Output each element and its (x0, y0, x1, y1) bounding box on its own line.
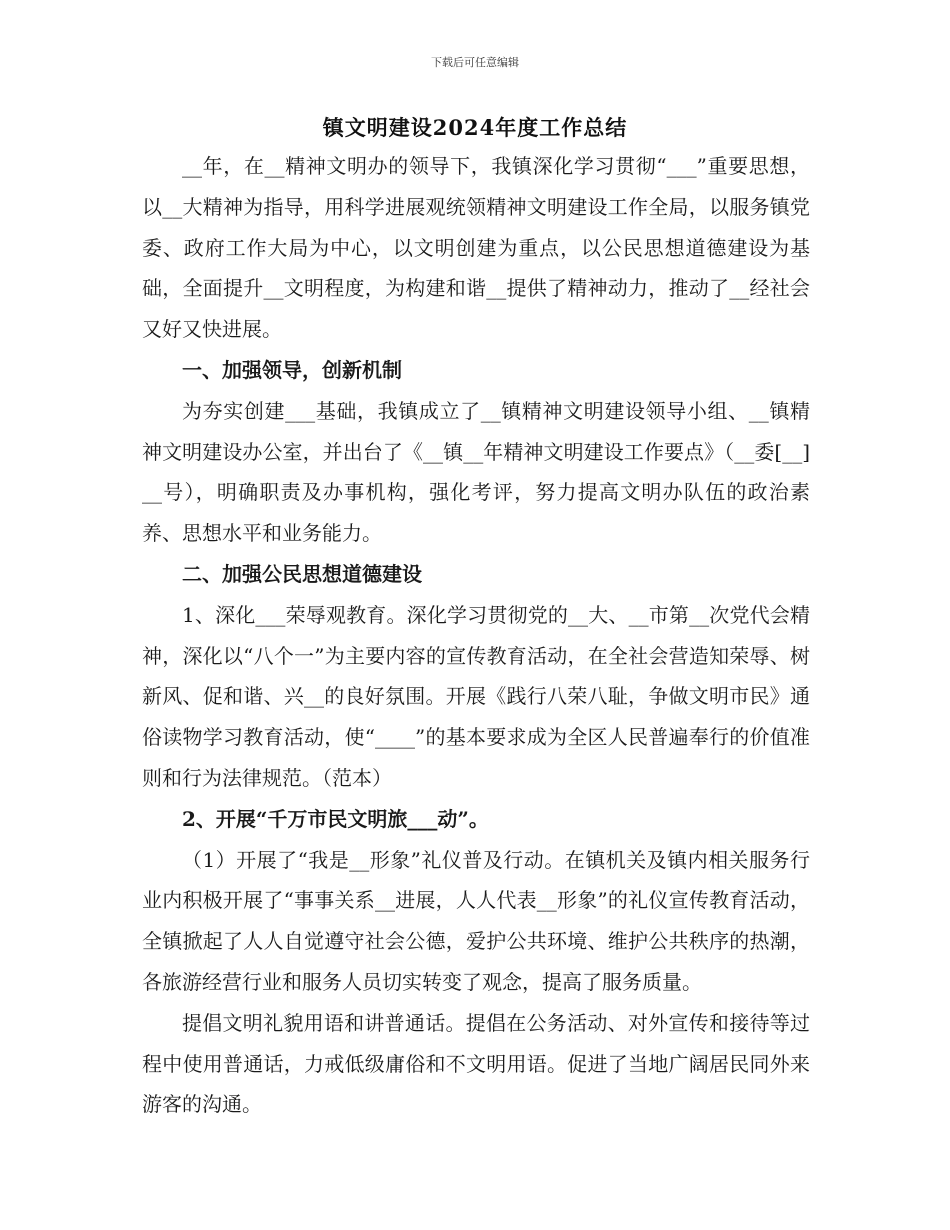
paragraph-civil-language: 提倡文明礼貌用语和讲普通话。提倡在公务活动、对外宣传和接待等过程中使用普通话，力戒低级庸俗和不文明用语。促进了当地广阔居民同外来游客的沟通。 (142, 1010, 810, 1117)
section-heading-2: 二、加强公民思想道德建设 (182, 561, 422, 586)
paragraph-intro: __年，在__精神文明办的领导下，我镇深化学习贯彻“___”重要思想，以__大精神为指导，用科学进展观统领精神文明建设工作全局，以服务镇党委、政府工作大局为中心，以文明创建为重点，以公民思想道德建设为基础，全面提升__文明程度，为构建和谐__提供了精神动力，推动了__经社会又好又快进展。 (142, 154, 810, 342)
subsection-heading-2: 2、开展“千万市民文明旅___动”。 (182, 806, 489, 831)
paragraph-etiquette-campaign: （1）开展了“我是__形象”礼仪普及行动。在镇机关及镇内相关服务行业内积极开展了“事事关系__进展，人人代表__形象”的礼仪宣传教育活动，全镇掀起了人人自觉遵守社会公德，爱护公共环境、维护公共秩序的热潮，各旅游经营行业和服务人员切实转变了观念，提高了服务质量。 (142, 847, 810, 994)
section-heading-1: 一、加强领导，创新机制 (182, 357, 402, 382)
header-note: 下载后可任意编辑 (431, 56, 519, 69)
paragraph-moral-education: 1、深化___荣辱观教育。深化学习贯彻党的__大、__市第__次党代会精神，深化以“八个一”为主要内容的宣传教育活动，在全社会营造知荣辱、树新风、促和谐、兴__的良好氛围。开展《践行八荣八耻，争做文明市民》通俗读物学习教育活动，使“____”的基本要求成为全区人民普遍奉行的价值准则和行为法律规范。（范本） (142, 602, 810, 790)
document-title: 镇文明建设2024年度工作总结 (322, 115, 628, 140)
document-body (142, 146, 810, 1125)
paragraph-leadership: 为夯实创建___基础，我镇成立了__镇精神文明建设领导小组、__镇精神文明建设办公室，并出台了《__镇__年精神文明建设工作要点》（__委[__]__号），明确职责及办事机构，强化考评，努力提高文明办队伍的政治素养、思想水平和业务能力。 (142, 398, 810, 546)
